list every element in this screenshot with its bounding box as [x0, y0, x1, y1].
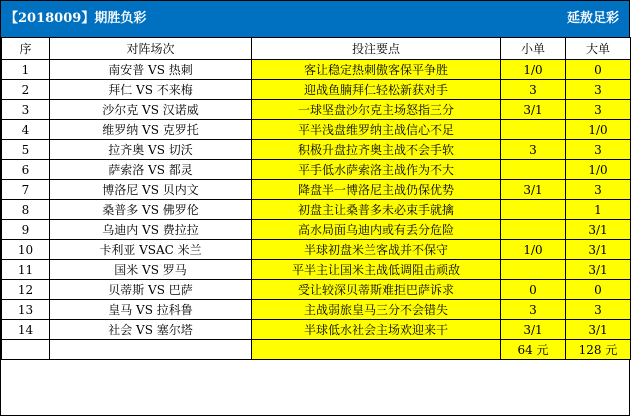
totals-blank-no	[2, 340, 50, 360]
tip-cell: 初盘主让桑普多未必束手就擒	[252, 200, 501, 220]
tip-cell: 半球初盘米兰客战并不保守	[252, 240, 501, 260]
match-cell: 国米 VS 罗马	[50, 260, 252, 280]
small-pick-cell	[501, 160, 566, 180]
row-number: 12	[2, 280, 50, 300]
match-cell: 拜仁 VS 不来梅	[50, 80, 252, 100]
row-number: 4	[2, 120, 50, 140]
small-pick-cell: 3	[501, 300, 566, 320]
table-row	[2, 140, 631, 160]
tip-cell: 客让稳定热刺傲客保平争胜	[252, 60, 501, 80]
row-number: 9	[2, 220, 50, 240]
match-cell: 沙尔克 VS 汉诺威	[50, 100, 252, 120]
big-pick-cell: 3	[566, 180, 631, 200]
tip-cell: 半球低水社会主场欢迎来干	[252, 320, 501, 340]
tip-cell: 一球坚盘沙尔克主场怒指三分	[252, 100, 501, 120]
small-pick-cell: 1/0	[501, 60, 566, 80]
big-pick-cell: 3/1	[566, 260, 631, 280]
table-row	[2, 280, 631, 300]
row-number: 6	[2, 160, 50, 180]
table-row	[2, 80, 631, 100]
big-pick-cell: 3/1	[566, 320, 631, 340]
small-pick-cell	[501, 220, 566, 240]
table-row	[2, 320, 631, 340]
table-row	[2, 240, 631, 260]
sheet-title: 【2018009】期胜负彩	[5, 11, 147, 26]
big-pick-cell: 0	[566, 60, 631, 80]
small-pick-cell: 3/1	[501, 180, 566, 200]
col-header-small: 小单	[501, 38, 566, 60]
col-header-tip: 投注要点	[252, 38, 501, 60]
tip-cell: 平手低水萨索洛主战作为不大	[252, 160, 501, 180]
table-row	[2, 100, 631, 120]
match-cell: 卡利亚 VSAC 米兰	[50, 240, 252, 260]
tip-cell: 高水局面乌迪内或有丢分危险	[252, 220, 501, 240]
row-number: 7	[2, 180, 50, 200]
small-pick-cell	[501, 120, 566, 140]
match-cell: 皇马 VS 拉科鲁	[50, 300, 252, 320]
small-pick-cell: 1/0	[501, 240, 566, 260]
small-pick-cell: 3/1	[501, 100, 566, 120]
match-cell: 贝蒂斯 VS 巴萨	[50, 280, 252, 300]
row-number: 5	[2, 140, 50, 160]
table-row	[2, 120, 631, 140]
tip-cell: 迎战鱼腩拜仁轻松新获对手	[252, 80, 501, 100]
match-cell: 维罗纳 VS 克罗托	[50, 120, 252, 140]
col-header-big: 大单	[566, 38, 631, 60]
big-pick-cell: 1	[566, 200, 631, 220]
small-pick-cell	[501, 260, 566, 280]
small-pick-cell: 3/1	[501, 320, 566, 340]
total-big-cell: 128 元	[566, 340, 631, 360]
big-pick-cell: 3/1	[566, 240, 631, 260]
table-row	[2, 260, 631, 280]
table-body	[2, 60, 631, 360]
big-pick-cell: 3	[566, 100, 631, 120]
match-cell: 南安普 VS 热刺	[50, 60, 252, 80]
row-number: 2	[2, 80, 50, 100]
big-pick-cell: 3/1	[566, 220, 631, 240]
tip-cell: 平半主让国米主战低调阻击顽敌	[252, 260, 501, 280]
title-bar	[1, 1, 629, 37]
small-pick-cell	[501, 200, 566, 220]
big-pick-cell: 1/0	[566, 120, 631, 140]
row-number: 10	[2, 240, 50, 260]
total-small-cell: 64 元	[501, 340, 566, 360]
table-row	[2, 180, 631, 200]
totals-blank-match	[50, 340, 252, 360]
row-number: 1	[2, 60, 50, 80]
row-number: 8	[2, 200, 50, 220]
small-pick-cell: 3	[501, 140, 566, 160]
match-cell: 乌迪内 VS 费拉拉	[50, 220, 252, 240]
big-pick-cell: 0	[566, 280, 631, 300]
totals-row	[2, 340, 631, 360]
table-row	[2, 160, 631, 180]
table-row	[2, 300, 631, 320]
match-cell: 萨索洛 VS 都灵	[50, 160, 252, 180]
picks-table	[1, 37, 631, 360]
row-number: 11	[2, 260, 50, 280]
tip-cell: 主战弱旅皇马三分不会错失	[252, 300, 501, 320]
col-header-no: 序	[2, 38, 50, 60]
small-pick-cell: 0	[501, 280, 566, 300]
row-number: 3	[2, 100, 50, 120]
tip-cell: 降盘半一博洛尼主战仍保优势	[252, 180, 501, 200]
tip-cell: 积极升盘拉齐奥主战不会手软	[252, 140, 501, 160]
big-pick-cell: 3	[566, 80, 631, 100]
col-header-match: 对阵场次	[50, 38, 252, 60]
match-cell: 社会 VS 塞尔塔	[50, 320, 252, 340]
row-number: 13	[2, 300, 50, 320]
row-number: 14	[2, 320, 50, 340]
table-row	[2, 200, 631, 220]
tip-cell: 受让较深贝蒂斯难拒巴萨诉求	[252, 280, 501, 300]
match-cell: 博洛尼 VS 贝内文	[50, 180, 252, 200]
big-pick-cell: 1/0	[566, 160, 631, 180]
tip-cell: 平半浅盘维罗纳主战信心不足	[252, 120, 501, 140]
header-row	[2, 38, 631, 60]
match-cell: 拉齐奥 VS 切沃	[50, 140, 252, 160]
big-pick-cell: 3	[566, 140, 631, 160]
table-row	[2, 220, 631, 240]
big-pick-cell: 3	[566, 300, 631, 320]
totals-blank-tip	[252, 340, 501, 360]
match-cell: 桑普多 VS 佛罗伦	[50, 200, 252, 220]
table-row	[2, 60, 631, 80]
small-pick-cell: 3	[501, 80, 566, 100]
publisher-name: 延敖足彩	[566, 11, 619, 26]
